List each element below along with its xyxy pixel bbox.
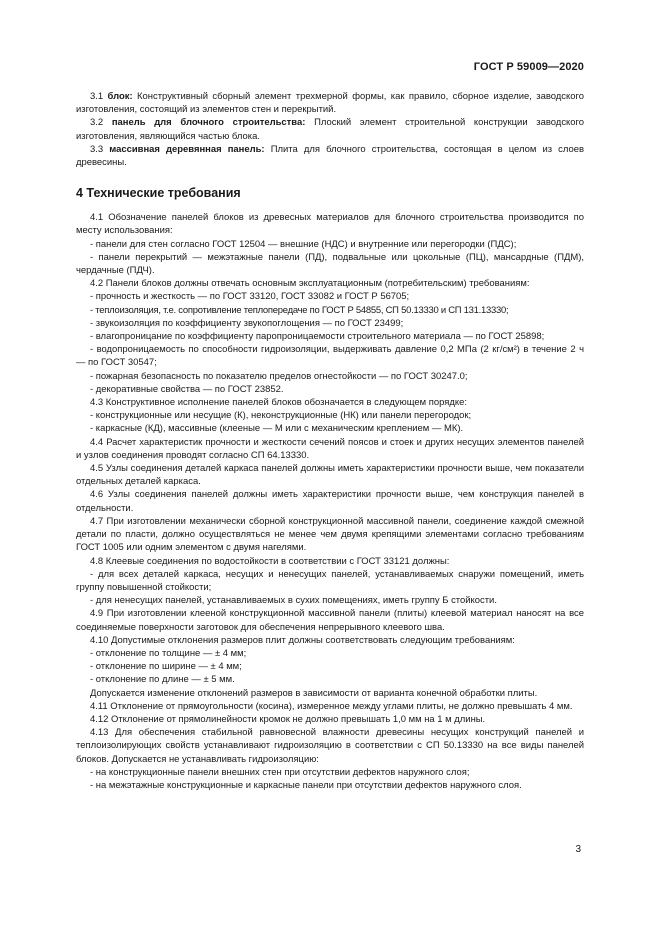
list-item: - пожарная безопасность по показателю пределов огнестойкости — по ГОСТ 30247.0; — [90, 370, 468, 382]
list-item: - отклонение по толщине — ± 4 мм; — [90, 647, 247, 659]
list-item: - панели перекрытий — межэтажные панели (ПД), подвальные или цокольные (ПЦ), мансардные (ПДМ), чердачные (ПДЧ). — [76, 251, 584, 277]
list-item: - для ненесущих панелей, устанавливаемых в сухих помещениях, иметь группу Б стойкости. — [90, 595, 497, 607]
list-item: - для всех деталей каркаса, несущих и ненесущих панелей, устанавливаемых снаружи помещений, иметь группу повышенной стойкости; — [76, 568, 584, 593]
paragraph: 4.11 Отклонение от прямоугольности (косина), измеренное между углами плиты, не должно превышать 4 мм. — [90, 700, 573, 712]
paragraph: Допускается изменение отклонений размеров в зависимости от варианта конечной обработки плиты. — [90, 687, 538, 699]
list-item: - отклонение по ширине — ± 4 мм; — [90, 661, 242, 673]
list-item: - влагопроницание по коэффициенту паропроницаемости строительного материала — по ГОСТ 25898; — [90, 331, 545, 343]
list-item: - теплоизоляция, т.е. сопротивление теплопередаче по ГОСТ Р 54855, СП 50.13330 и СП 131.13330; — [90, 304, 509, 316]
list-item: - декоративные свойства — по ГОСТ 23852. — [90, 383, 284, 395]
term-definition: Плита для блочного строительства, состоящая в целом из слоев древесины. — [76, 143, 585, 169]
list-item: - звукоизоляция по коэффициенту звукопоглощения — по ГОСТ 23499; — [90, 317, 404, 329]
term-number: 3.1 — [90, 91, 104, 102]
term-definition: Конструктивный сборный элемент трехмерной формы, как правило, сборное изделие, заводского изготовления, состоящий из элементов стен и перекрытий. — [76, 91, 584, 116]
list-item: - водопроницаемость по способности гидроизоляции, выдерживать давление 0,2 МПа (2 кг/см²) в течение 2 ч — по ГОСТ 30547; — [76, 344, 584, 369]
paragraph: 4.9 При изготовлении клееной конструкционной массивной панели (плиты) клеевой материал наносят на все соединяемые поверхности заготовок для обеспечения непрерывного клеевого шва. — [76, 608, 584, 633]
list-item: - прочность и жесткость — по ГОСТ 33120, ГОСТ 33082 и ГОСТ Р 56705; — [90, 291, 410, 303]
list-item: - конструкционные или несущие (К), неконструкционные (НК) или панели перегородок; — [90, 410, 472, 422]
paragraph: 4.6 Узлы соединения панелей должны иметь характеристики прочности выше, чем конструкция панелей в отдельности. — [76, 489, 584, 514]
paragraph: 4.13 Для обеспечения стабильной равновесной влажности древесины несущих конструкций панелей и теплоизолирующих свойств устанавливают гидроизоляцию в соответствии с СП 50.13330 на все виды панелей блоков. Допускается не устанавливать гидроизоляцию: — [76, 727, 584, 765]
page-number: 3 — [575, 844, 581, 855]
paragraph: 4.4 Расчет характеристик прочности и жесткости сечений поясов и стоек и других несущих элементов панелей и узлов соединения проводят согласно СП 64.13330. — [76, 436, 584, 461]
list-item: - панели для стен согласно ГОСТ 12504 — внешние (НДС) и внутренние или перегородки (ПДС); — [90, 238, 517, 250]
document-body — [76, 90, 584, 792]
paragraph: 4.1 Обозначение панелей блоков из древесных материалов для блочного строительства производится по месту использования: — [76, 212, 584, 237]
paragraph: 4.10 Допустимые отклонения размеров плит должны соответствовать следующим требованиям: — [90, 634, 515, 646]
paragraph: 4.3 Конструктивное исполнение панелей блоков обозначается в следующем порядке: — [90, 397, 467, 409]
term-name: массивная деревянная панель: — [109, 143, 265, 155]
term-entry — [76, 143, 584, 169]
list-item: - каркасные (КД), массивные (клееные — М или с механическим креплением — МК). — [90, 423, 464, 435]
paragraph: 4.7 При изготовлении механически сборной конструкционной массивной панели, соединение каждой смежной детали по пласти, должно осуществляться не менее чем двумя крепящими элементами согласно требованиям ГОСТ 1005 или одним элементом с двумя нагелями. — [76, 515, 584, 554]
section-heading: 4 Технические требования — [76, 186, 241, 201]
list-item: - отклонение по длине — ± 5 мм. — [90, 674, 235, 686]
paragraph: 4.2 Панели блоков должны отвечать основным эксплуатационным (потребительским) требованиям: — [90, 278, 530, 290]
term-entry — [76, 90, 584, 116]
paragraph: 4.8 Клеевые соединения по водостойкости в соответствии с ГОСТ 33121 должны: — [90, 555, 450, 567]
term-number: 3.3 — [90, 143, 104, 155]
list-item: - на конструкционные панели внешних стен при отсутствии дефектов наружного слоя; — [90, 766, 470, 778]
term-name: панель для блочного строительства: — [111, 117, 306, 129]
paragraph: 4.5 Узлы соединения деталей каркаса панелей должны иметь характеристики прочности выше, чем показатели отдельных деталей каркаса. — [76, 463, 584, 488]
terms-section — [76, 90, 584, 169]
term-name: блок: — [107, 91, 133, 102]
list-item: - на межэтажные конструкционные и каркасные панели при отсутствии дефектов наружного слоя. — [90, 779, 522, 791]
term-definition: Плоский элемент строительной конструкции заводского изготовления, являющийся частью блока. — [76, 117, 585, 142]
term-number: 3.2 — [90, 117, 104, 129]
document-header: ГОСТ Р 59009—2020 — [473, 61, 584, 73]
term-entry — [76, 116, 584, 142]
paragraph: 4.12 Отклонение от прямолинейности кромок не должно превышать 1,0 мм на 1 м длины. — [90, 713, 486, 725]
